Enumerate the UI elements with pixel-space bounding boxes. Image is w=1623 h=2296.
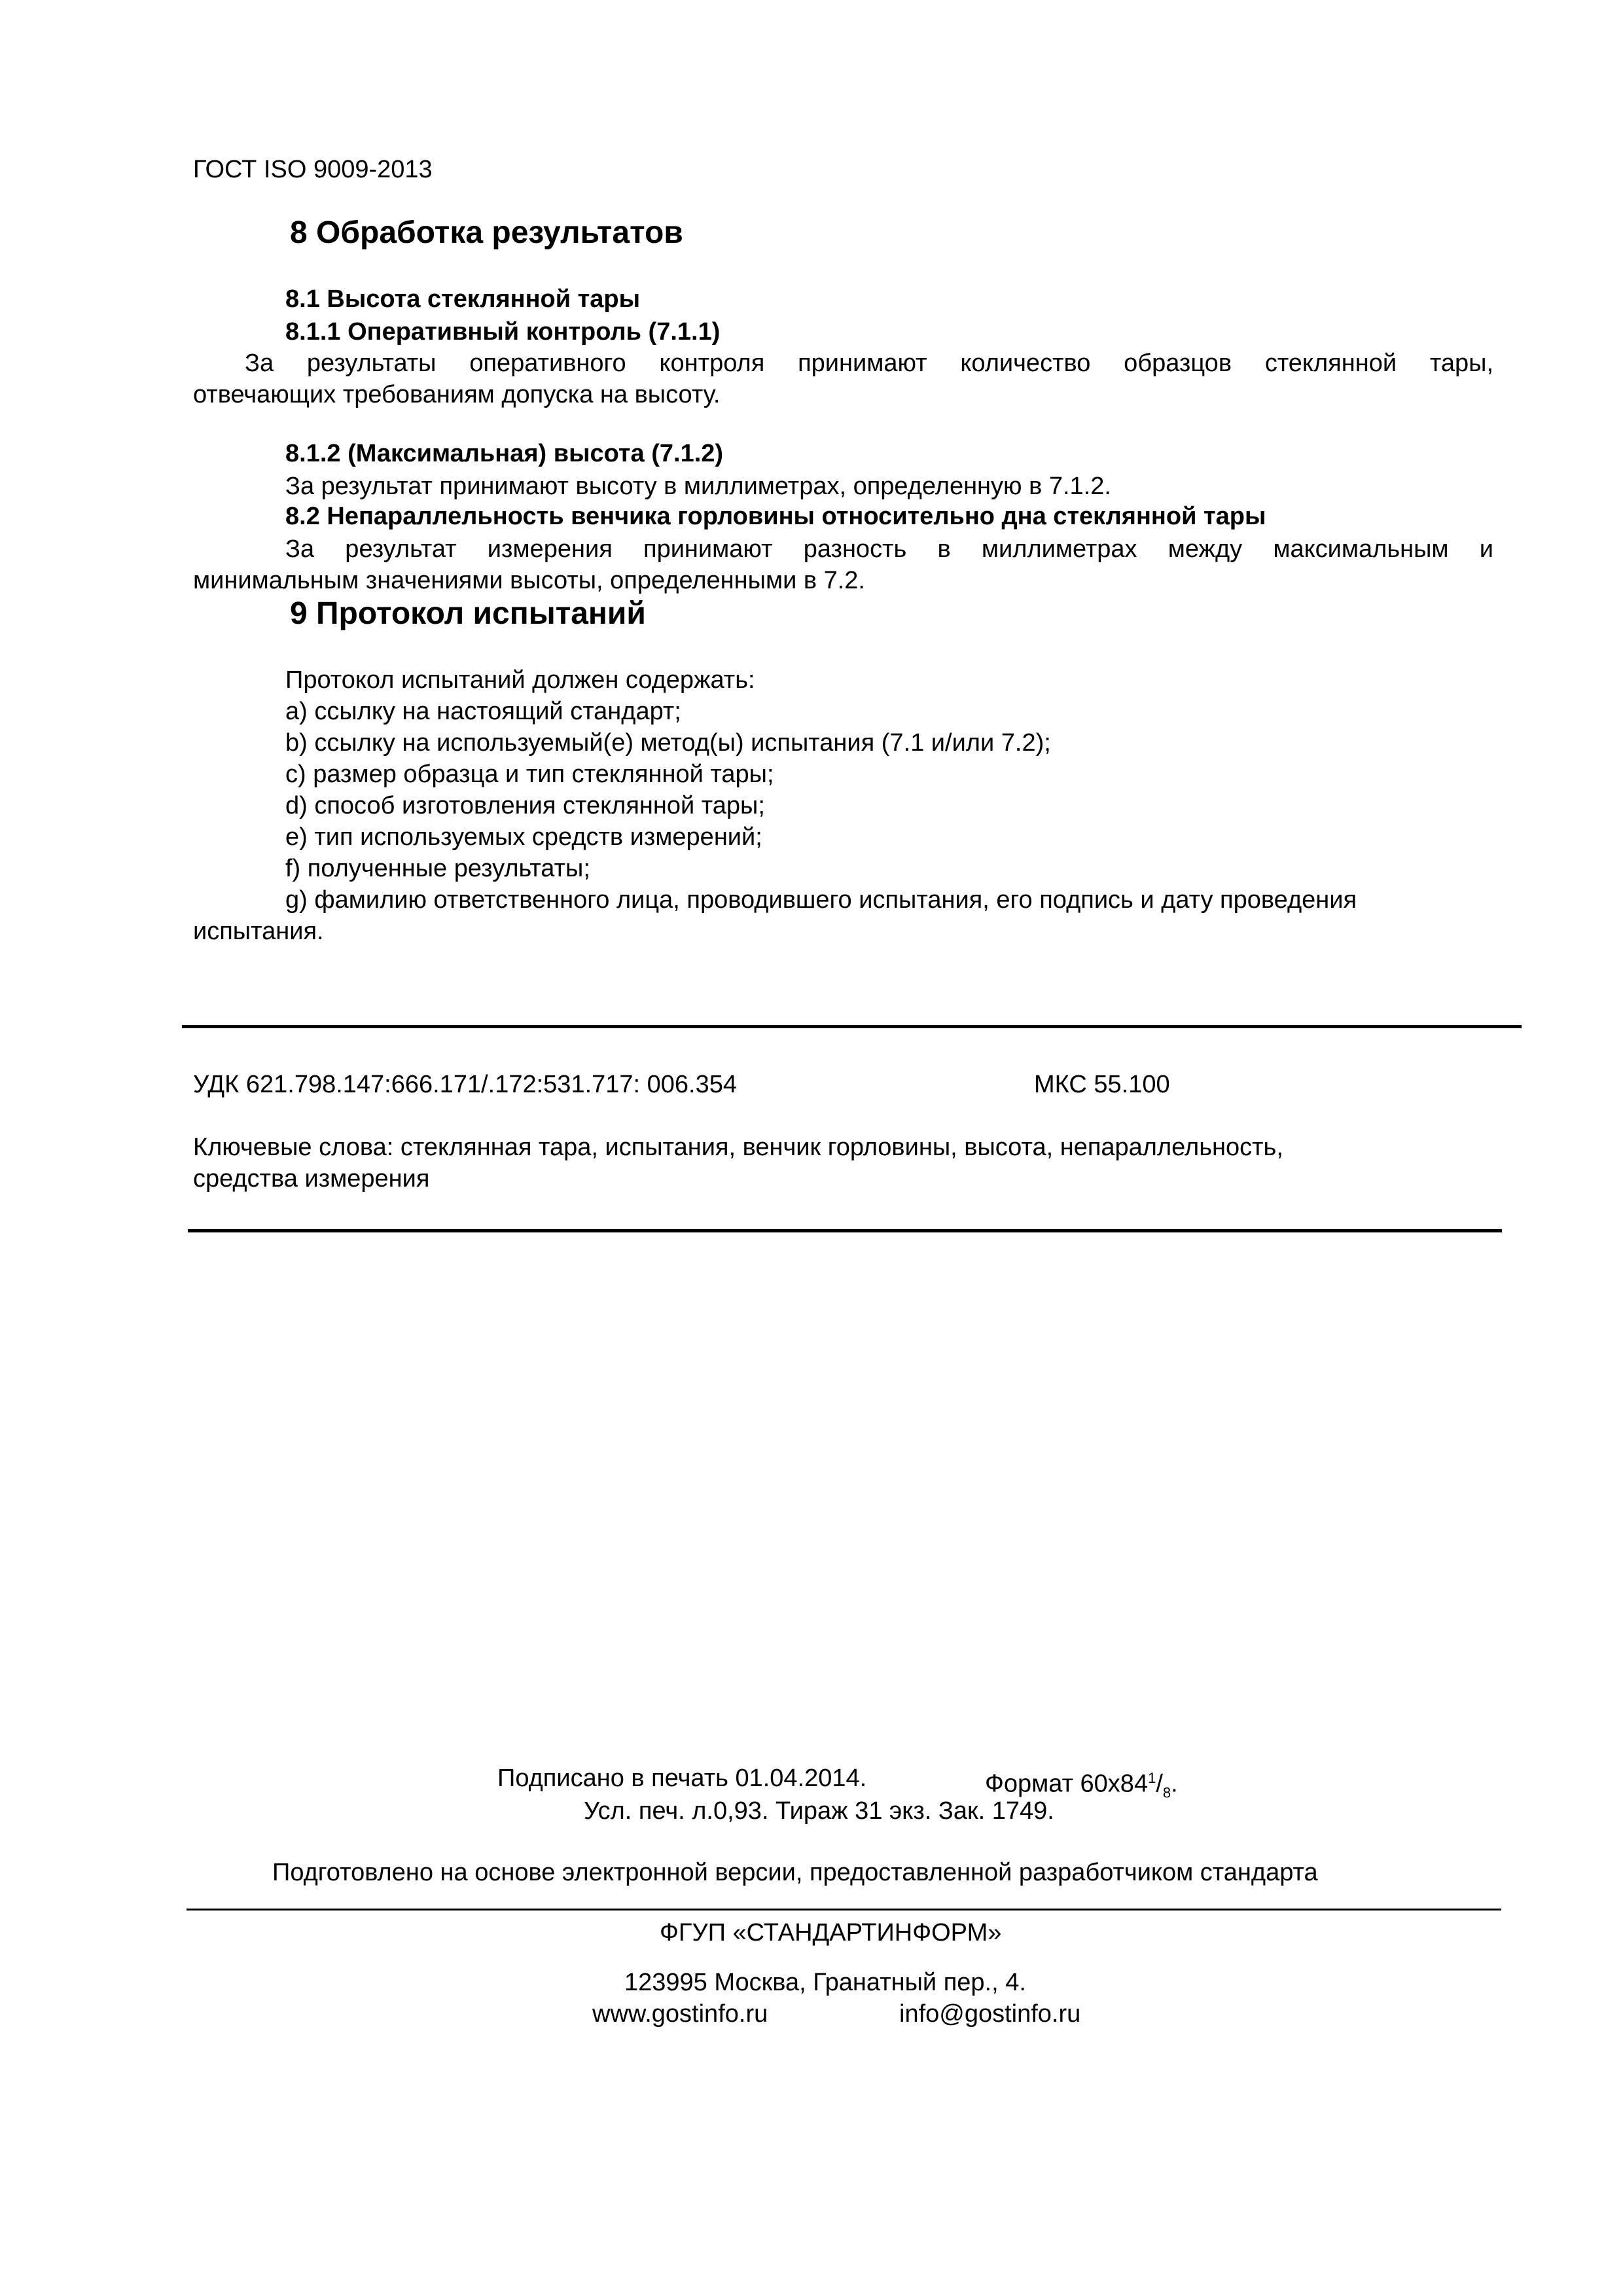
- list-item: c) размер образца и тип стеклянной тары;: [285, 761, 774, 788]
- list-item: f) полученные результаты;: [285, 855, 590, 882]
- paragraph-8-1-2: За результат принимают высоту в миллиметрах, определенную в 7.1.2.: [285, 473, 1111, 500]
- publisher-name: ФГУП «СТАНДАРТИНФОРМ»: [660, 1919, 1002, 1946]
- document-code: ГОСТ ISO 9009-2013: [193, 156, 433, 183]
- print-format-label: Формат 60х84: [985, 1770, 1149, 1798]
- subsection-8-1-2-title: 8.1.2 (Максимальная) высота (7.1.2): [285, 440, 724, 467]
- publisher-email[interactable]: info@gostinfo.ru: [899, 2000, 1081, 2028]
- divider-bottom: [188, 1229, 1502, 1232]
- subsection-8-1-title: 8.1 Высота стеклянной тары: [285, 285, 641, 313]
- subsection-8-2-title: 8.2 Непараллельность венчика горловины относительно дна стеклянной тары: [285, 503, 1266, 530]
- keywords-line-2: средства измерения: [193, 1165, 430, 1193]
- section-9-intro: Протокол испытаний должен содержать:: [285, 666, 755, 694]
- print-format-tail: .: [1171, 1770, 1178, 1798]
- publisher-website[interactable]: www.gostinfo.ru: [592, 2000, 768, 2028]
- print-format-numerator: 1: [1148, 1770, 1156, 1786]
- list-item-continuation: испытания.: [193, 918, 324, 945]
- print-format-denominator: 8: [1162, 1784, 1171, 1801]
- list-item: d) способ изготовления стеклянной тары;: [285, 792, 765, 819]
- paragraph-8-1-1-line-2: отвечающих требованиям допуска на высоту.: [193, 381, 721, 408]
- imprint-divider: [187, 1909, 1501, 1910]
- prepared-note: Подготовлено на основе электронной версии, предоставленной разработчиком стандарта: [272, 1859, 1318, 1886]
- paragraph-8-2-line-1: За результат измерения принимают разность в миллиметрах между максимальным и: [285, 535, 1493, 563]
- list-item: а) ссылку на настоящий стандарт;: [285, 698, 681, 725]
- list-item: е) тип используемых средств измерений;: [285, 823, 762, 851]
- keywords-line-1: Ключевые слова: стеклянная тара, испытания, венчик горловины, высота, непараллельность,: [193, 1134, 1283, 1161]
- print-info: Усл. печ. л.0,93. Тираж 31 экз. Зак. 1749.: [584, 1797, 1054, 1825]
- list-item: g) фамилию ответственного лица, проводившего испытания, его подпись и дату проведения: [285, 886, 1357, 914]
- section-8-title: 8 Обработка результатов: [290, 215, 683, 250]
- divider-top: [182, 1025, 1522, 1028]
- subsection-8-1-1-title: 8.1.1 Оперативный контроль (7.1.1): [285, 318, 721, 346]
- list-item: b) ссылку на используемый(е) метод(ы) испытания (7.1 и/или 7.2);: [285, 729, 1051, 757]
- paragraph-8-2-line-2: минимальным значениями высоты, определенными в 7.2.: [193, 567, 865, 594]
- publisher-address: 123995 Москва, Гранатный пер., 4.: [624, 1969, 1026, 1996]
- signed-to-print: Подписано в печать 01.04.2014.: [497, 1765, 867, 1792]
- print-format: Формат $60х84^1/_8$.: [985, 1770, 1178, 1801]
- mks-code: МКС 55.100: [1034, 1071, 1170, 1098]
- section-9-title: 9 Протокол испытаний: [290, 596, 646, 631]
- udk-code: УДК 621.798.147:666.171/.172:531.717: 006.354: [193, 1071, 738, 1098]
- paragraph-8-1-1-line-1: За результаты оперативного контроля принимают количество образцов стеклянной тары,: [245, 350, 1493, 377]
